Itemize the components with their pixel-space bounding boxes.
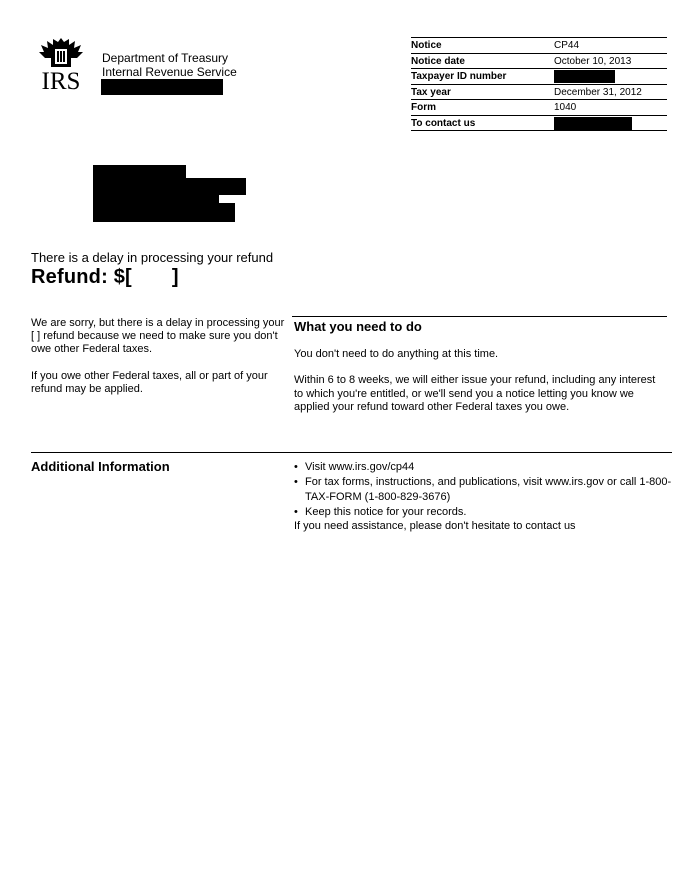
notice-date-value: October 10, 2013 (554, 53, 667, 69)
contact-label: To contact us (411, 115, 554, 131)
notice-date-label: Notice date (411, 53, 554, 69)
notice-label: Notice (411, 38, 554, 54)
taxpayer-id-cell (554, 69, 667, 85)
no-action-paragraph: You don't need to do anything at this time. (294, 348, 499, 360)
table-row (411, 53, 667, 69)
refund-suffix: ] (171, 266, 179, 288)
additional-info-list (294, 460, 674, 520)
irs-logo (36, 36, 86, 96)
notice-info-table (411, 37, 667, 131)
redacted-agency-address (101, 79, 223, 95)
table-row (411, 84, 667, 100)
list-item: • Visit www.irs.gov/cp44 (294, 460, 674, 475)
table-row (411, 100, 667, 116)
additional-info-divider (31, 452, 672, 453)
agency-line-1: Department of Treasury (102, 51, 229, 65)
contact-cell (554, 115, 667, 131)
sorry-paragraph: We are sorry, but there is a delay in processing your [ ] refund because we need to make sure you don't owe other Federal taxes. (31, 317, 285, 355)
form-value: 1040 (554, 100, 667, 116)
delay-heading: There is a delay in processing your refund (31, 250, 274, 265)
table-row (411, 115, 667, 131)
owe-taxes-paragraph: If you owe other Federal taxes, all or part of your refund may be applied. (31, 370, 268, 395)
logo-text: IRS (41, 68, 81, 95)
within-weeks-paragraph: Within 6 to 8 weeks, we will either issue your refund, including any interest to which you're entitled, or we'll send you a notice letting you know we applied your refund toward other Federal taxes you owe. (294, 374, 656, 413)
form-label: Form (411, 100, 554, 116)
list-item: • Keep this notice for your records. (294, 505, 674, 520)
section-divider (292, 316, 667, 317)
list-item: • For tax forms, instructions, and publications, visit www.irs.gov or call 1-800-TAX-FORM (1-800-829-3676) (294, 475, 674, 505)
refund-prefix: Refund: $[ (31, 266, 132, 288)
additional-info-heading: Additional Information (31, 459, 170, 474)
assistance-text: If you need assistance, please don't hesitate to contact us (294, 520, 576, 532)
what-you-need-to-do-heading: What you need to do (294, 319, 422, 334)
table-row (411, 38, 667, 54)
tax-year-value: December 31, 2012 (554, 84, 667, 100)
eagle-icon (38, 36, 84, 70)
taxpayer-id-label: Taxpayer ID number (411, 69, 554, 85)
tax-year-label: Tax year (411, 84, 554, 100)
table-row (411, 69, 667, 85)
notice-value: CP44 (554, 38, 667, 54)
agency-line-2: Internal Revenue Service (102, 65, 237, 79)
agency-block (102, 51, 237, 79)
redacted-contact-number (554, 117, 632, 130)
refund-amount (31, 266, 179, 289)
redacted-taxpayer-id (554, 70, 615, 83)
